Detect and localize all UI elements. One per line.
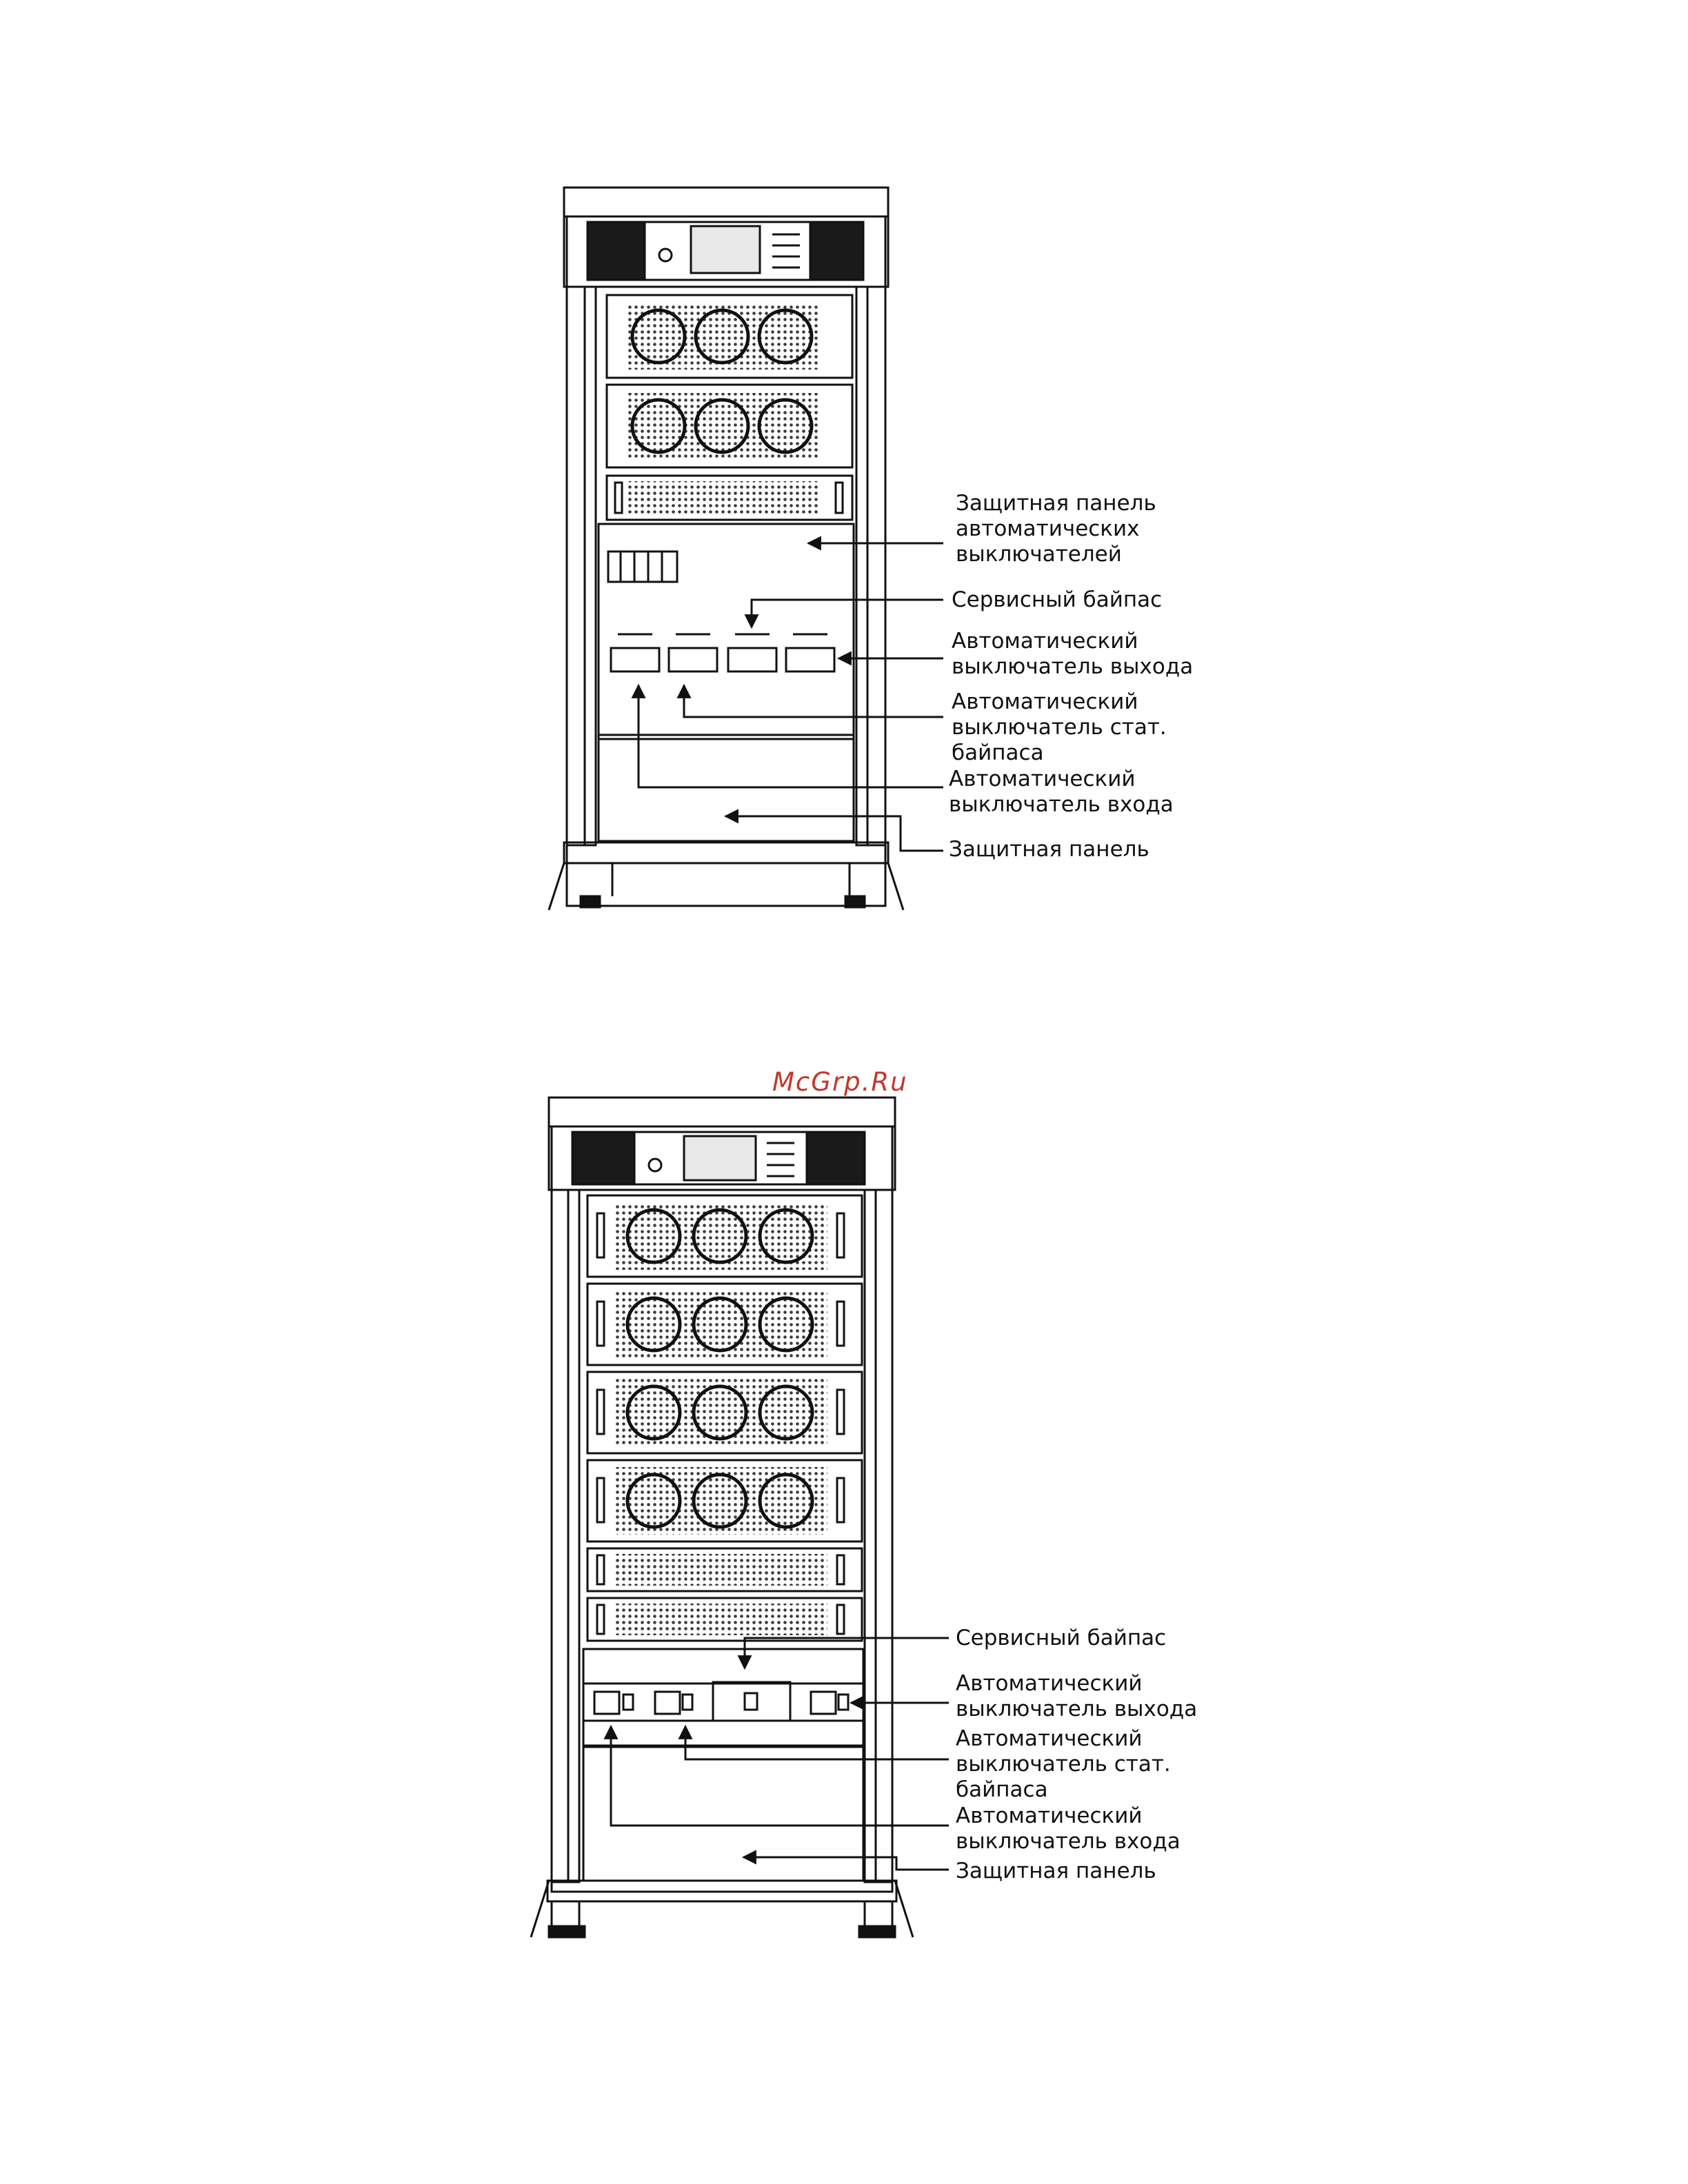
label-protective-panel-2: Защитная панель (956, 1859, 1156, 1883)
power-module-4 (587, 1284, 862, 1365)
power-module-5 (587, 1372, 862, 1453)
slim-module-3 (587, 1598, 862, 1641)
power-module-3 (587, 1195, 862, 1277)
control-display-panel-1 (587, 222, 863, 280)
label-service-bypass-1: Сервисный байпас (952, 587, 1163, 612)
ups-cabinet-1 (549, 188, 903, 910)
label-protective-panel-1: Защитная панель (949, 837, 1149, 862)
label-static-bypass-breaker-1: Автоматический выключатель стат. байпаса (952, 689, 1167, 765)
watermark: McGrp.Ru (772, 1067, 908, 1097)
leaders-2 (611, 1638, 949, 1870)
label-output-breaker-2: Автоматический выключатель выхода (956, 1671, 1198, 1721)
power-module-6 (587, 1460, 862, 1541)
breaker-panel-1 (599, 524, 854, 739)
slim-module-2 (587, 1548, 862, 1591)
label-output-breaker-1: Автоматический выключатель выхода (952, 629, 1194, 679)
label-static-bypass-breaker-2: Автоматический выключатель стат. байпаса (956, 1726, 1171, 1802)
power-module-1 (607, 295, 852, 378)
control-display-panel-2 (572, 1132, 865, 1184)
power-module-2 (607, 385, 852, 467)
label-input-breaker-2: Автоматический выключатель входа (956, 1803, 1180, 1854)
breaker-panel-2 (583, 1649, 863, 1747)
label-breaker-panel-1: Защитная панель автоматических выключателей (956, 491, 1156, 567)
label-input-breaker-1: Автоматический выключатель входа (949, 767, 1174, 817)
slim-module-1 (607, 476, 852, 520)
ups-cabinet-2 (531, 1098, 913, 1937)
leaders-1 (639, 543, 943, 851)
label-service-bypass-2: Сервисный байпас (956, 1626, 1167, 1650)
